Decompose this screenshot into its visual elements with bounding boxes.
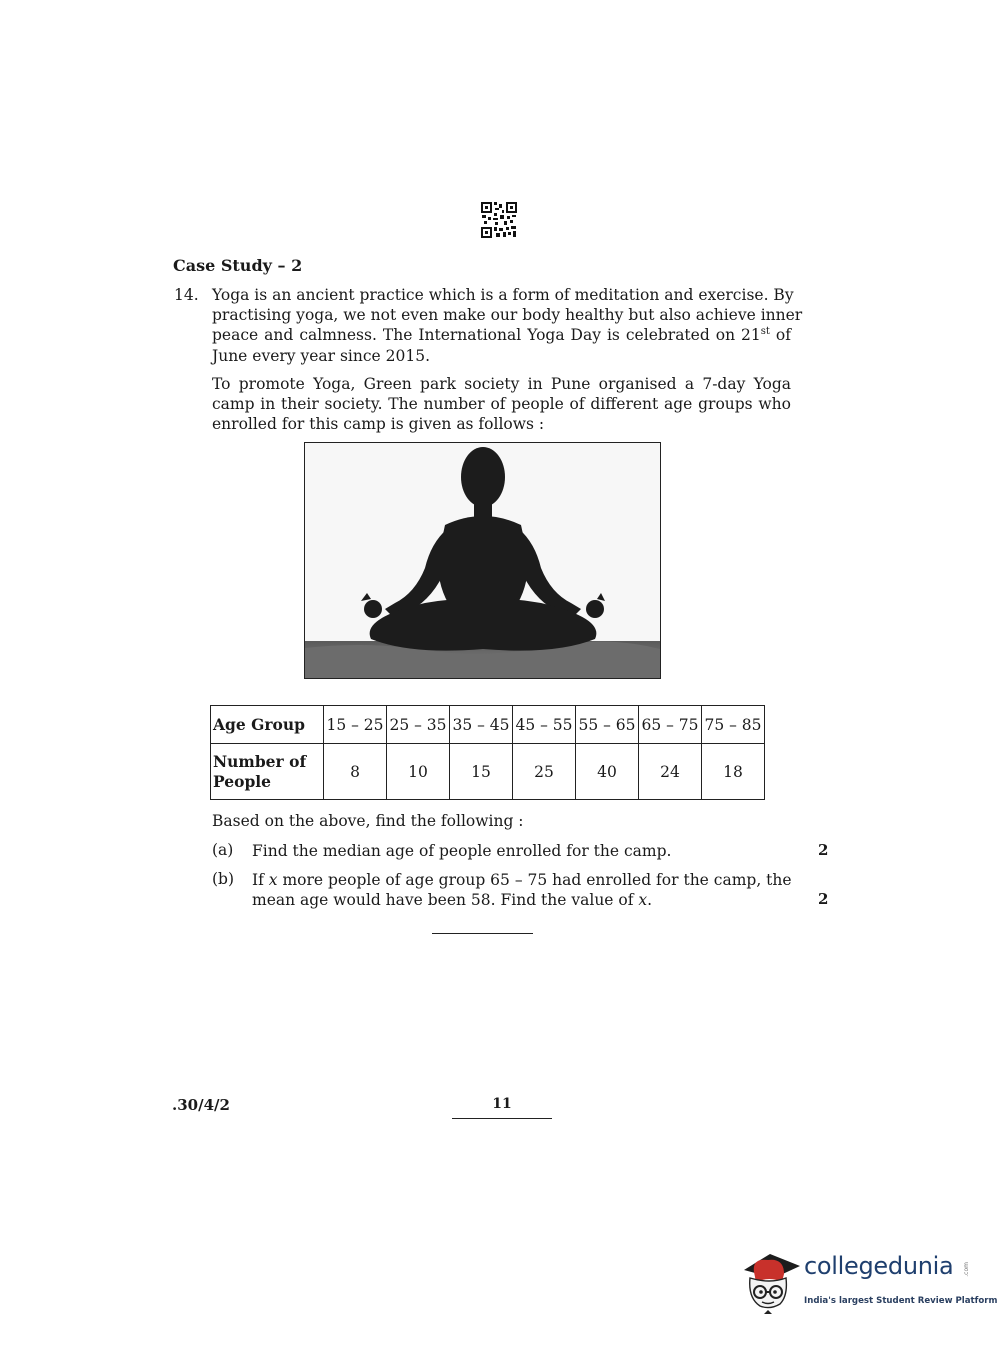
paper-code: .30/4/2 xyxy=(172,1096,230,1114)
instruction-text: Based on the above, find the following : xyxy=(212,812,524,830)
age-group-cell: 55 – 65 xyxy=(576,706,639,744)
text-fragment: mean age would have been 58. Find the value of xyxy=(252,891,639,909)
count-cell: 10 xyxy=(387,744,450,800)
row-header-number-of-people xyxy=(211,744,324,800)
table-row xyxy=(211,706,765,744)
section-end-divider xyxy=(432,933,533,934)
count-cell: 8 xyxy=(324,744,387,800)
part-a-label: (a) xyxy=(212,841,234,859)
part-b-label: (b) xyxy=(212,870,235,888)
count-cell: 24 xyxy=(639,744,702,800)
collegedunia-mascot-icon xyxy=(740,1248,804,1320)
variable-x: x xyxy=(638,891,648,909)
count-cell: 18 xyxy=(702,744,765,800)
logo-wordmark: collegedunia xyxy=(804,1252,954,1280)
row-header-age-group: Age Group xyxy=(211,706,324,744)
age-group-cell: 45 – 55 xyxy=(513,706,576,744)
age-group-cell: 65 – 75 xyxy=(639,706,702,744)
collegedunia-logo xyxy=(740,1248,998,1320)
age-group-cell: 15 – 25 xyxy=(324,706,387,744)
logo-tagline: India's largest Student Review Platform xyxy=(804,1296,998,1306)
question-intro-paragraph xyxy=(212,285,803,366)
variable-x: x xyxy=(268,871,278,889)
yoga-silhouette-image xyxy=(304,442,661,679)
row-header-line: People xyxy=(213,771,272,791)
camp-description-paragraph xyxy=(212,374,791,435)
count-cell: 25 xyxy=(513,744,576,800)
paragraph-line-text: peace and calmness. The International Yoga Day is celebrated on 21 xyxy=(212,326,761,345)
text-fragment: If xyxy=(252,871,269,889)
question-number: 14. xyxy=(174,286,199,304)
age-group-cell: 25 – 35 xyxy=(387,706,450,744)
text-fragment: . xyxy=(647,891,653,909)
logo-domain-suffix: .com xyxy=(963,1262,970,1277)
ordinal-suffix: st xyxy=(760,326,770,338)
paragraph-line: To promote Yoga, Green park society in Pune organised a 7-day Yoga xyxy=(212,375,791,393)
part-b-line xyxy=(252,870,791,890)
count-cell: 40 xyxy=(576,744,639,800)
paragraph-line-tail: of xyxy=(769,326,791,345)
qr-code-icon xyxy=(480,201,518,239)
paragraph-line: June every year since 2015. xyxy=(212,346,431,365)
count-cell: 15 xyxy=(450,744,513,800)
paragraph-line: Yoga is an ancient practice which is a form of meditation and exercise. By xyxy=(212,286,794,304)
row-header-line: Number of xyxy=(213,751,307,771)
part-b-line xyxy=(252,890,791,910)
text-fragment: more people of age group 65 – 75 had enrolled for the camp, the xyxy=(277,871,792,889)
age-group-cell: 35 – 45 xyxy=(450,706,513,744)
age-group-table xyxy=(210,705,765,800)
page-number-underline xyxy=(452,1118,552,1119)
part-a-marks: 2 xyxy=(818,841,829,859)
age-group-cell: 75 – 85 xyxy=(702,706,765,744)
case-study-heading: Case Study – 2 xyxy=(173,256,303,275)
paragraph-line: enrolled for this camp is given as follows : xyxy=(212,415,545,434)
page-number: 11 xyxy=(492,1096,512,1112)
paragraph-line: camp in their society. The number of people of different age groups who xyxy=(212,395,791,414)
part-a-text: Find the median age of people enrolled for the camp. xyxy=(252,842,672,860)
part-a-question xyxy=(252,841,791,861)
part-b-marks: 2 xyxy=(818,890,829,908)
part-b-question xyxy=(252,870,791,910)
paragraph-line: practising yoga, we not even make our body healthy but also achieve inner xyxy=(212,306,803,325)
table-row xyxy=(211,744,765,800)
paragraph-line xyxy=(212,325,791,345)
